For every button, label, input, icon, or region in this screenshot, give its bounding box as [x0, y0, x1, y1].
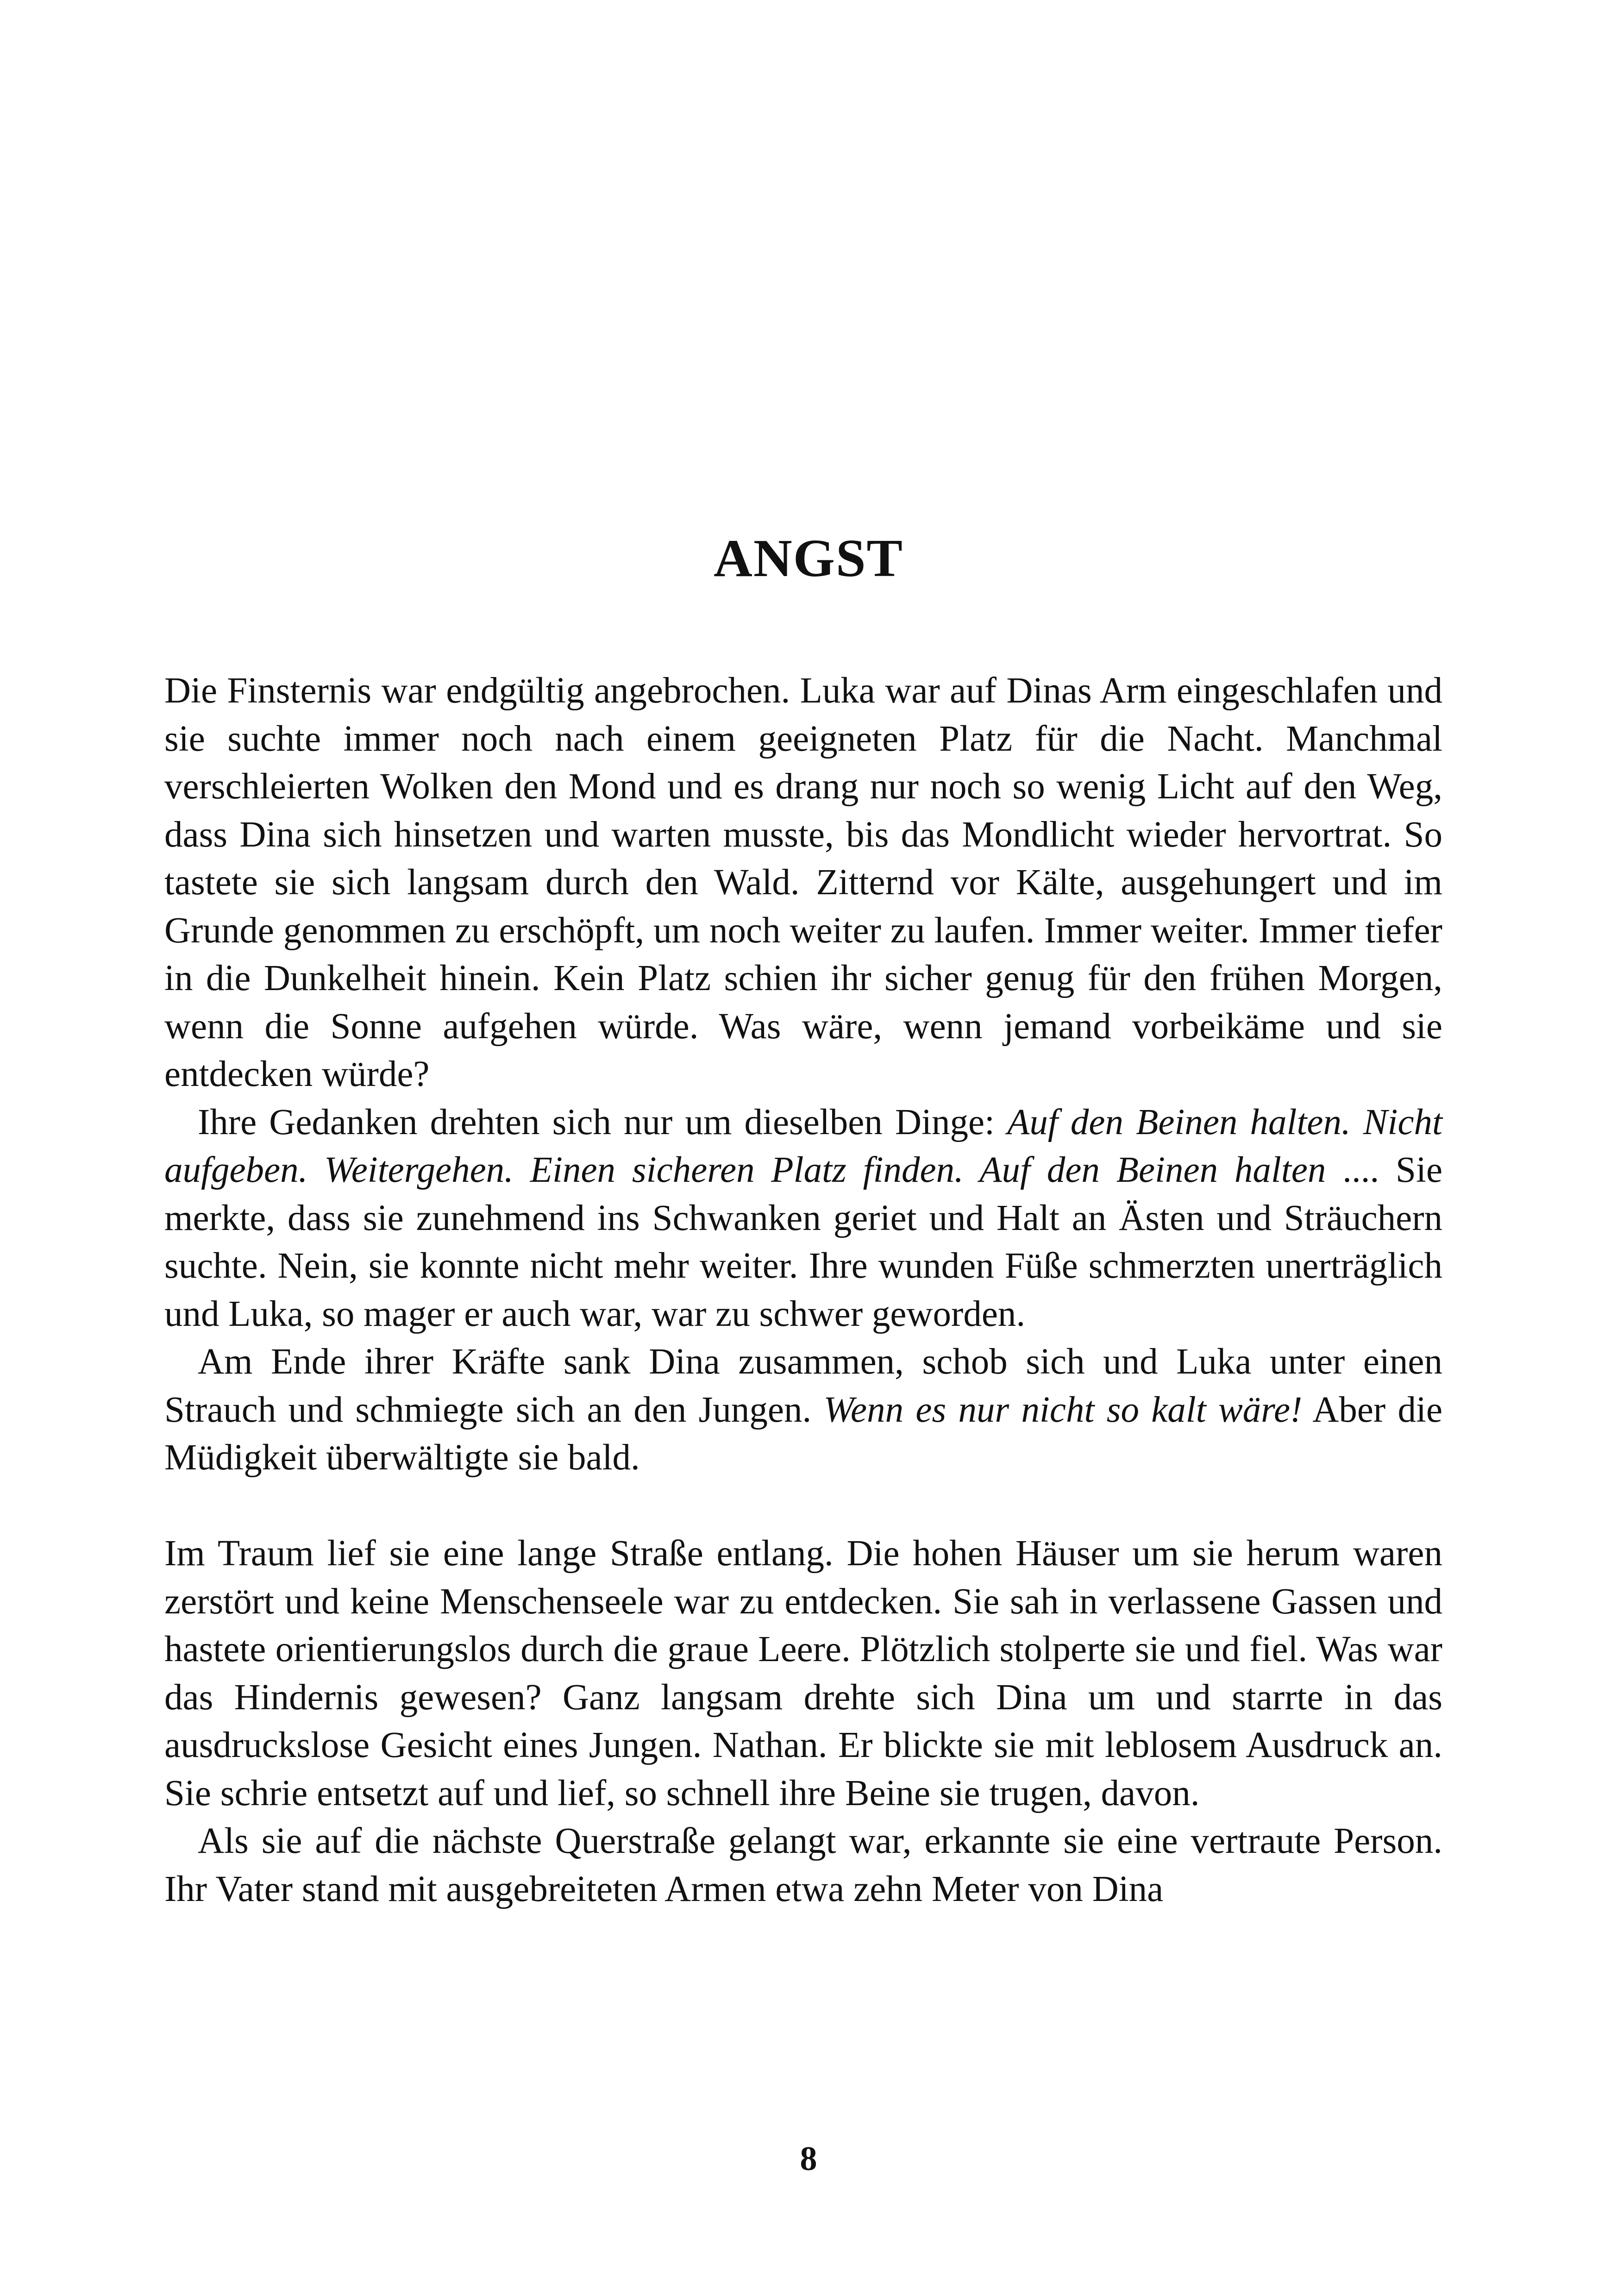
- paragraph-1: [164, 667, 1442, 1098]
- paragraph-text: Am Ende ihrer Kräfte sank Dina zusammen, schob sich und Luka unter einen Strauch und schmiegte sich an den Jungen.: [164, 1342, 1442, 1430]
- page-number: 8: [800, 2140, 817, 2178]
- paragraph-text: Als sie auf die nächste Querstraße gelangt war, erkannte sie eine vertraute Person. Ihr Vater stand mit ausgebreiteten Armen etwa zehn Meter von Dina: [164, 1821, 1442, 1909]
- italic-thought: Auf den Beinen halten. Nicht aufgeben. Weitergehen. Einen sicheren Platz finden. Auf den Beinen halten: [164, 1102, 1442, 1190]
- chapter-title: ANGST: [714, 529, 903, 588]
- body-text: [164, 667, 1442, 1913]
- italic-thought: Wenn es nur nicht so kalt wäre!: [823, 1389, 1303, 1430]
- paragraph-text: Ihre Gedanken drehten sich nur um dieselben Dinge:: [198, 1102, 1008, 1142]
- paragraph-4: [164, 1530, 1442, 1817]
- paragraph-3: [164, 1338, 1442, 1482]
- paragraph-text: Die Finsternis war endgültig angebrochen. Luka war auf Dinas Arm eingeschlafen und sie suchte immer noch nach einem geeigneten Platz für die Nacht. Manchmal verschleierten Wolken den Mond und es drang nur noch so wenig Licht auf den Weg, dass Dina sich hinsetzen und warten musste, bis das Mondlicht wieder hervortrat. So tastete sie sich langsam durch den Wald. Zitternd vor Kälte, ausgehungert und im Grunde genommen zu erschöpft, um noch weiter zu laufen. Immer weiter. Immer tiefer in die Dunkelheit hinein. Kein Platz schien ihr sicher genug für den frühen Morgen, wenn die Sonne aufgehen würde. Was wäre, wenn jemand vorbeikäme und sie entdecken würde?: [164, 671, 1442, 1094]
- paragraph-text: Im Traum lief sie eine lange Straße entlang. Die hohen Häuser um sie herum waren zerstört und keine Menschenseele war zu entdecken. Sie sah in verlassene Gassen und hastete orientierungslos durch die graue Leere. Plötzlich stolperte sie und fiel. Was war das Hindernis gewesen? Ganz langsam drehte sich Dina um und starrte in das ausdruckslose Gesicht eines Jungen. Nathan. Er blickte sie mit leblosem Ausdruck an. Sie schrie entsetzt auf und lief, so schnell ihre Beine sie trugen, davon.: [164, 1533, 1442, 1813]
- paragraph-5: [164, 1817, 1442, 1913]
- paragraph-text: Aber die Müdigkeit überwältigte sie bald.: [164, 1389, 1443, 1478]
- paragraph-text: .... Sie merkte, dass sie zunehmend ins Schwanken geriet und Halt an Ästen und Sträuchern suchte. Nein, sie konnte nicht mehr weiter. Ihre wunden Füße schmerzten unerträglich und Luka, so mager er auch war, war zu schwer geworden.: [164, 1150, 1443, 1334]
- paragraph-2: [164, 1098, 1442, 1338]
